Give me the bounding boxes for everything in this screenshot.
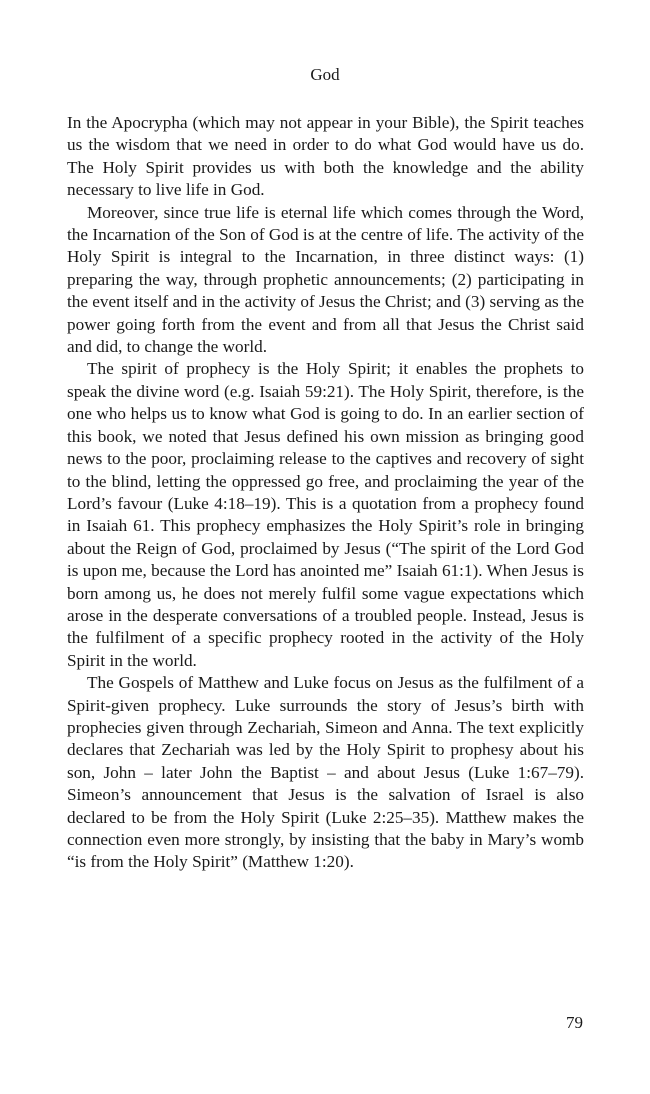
paragraph: The Gospels of Matthew and Luke focus on Jesus as the fulfilment of a Spirit-given prophecy. Luke surrounds the story of Jesus’s birth with prophecies given through Zechariah, Simeon and Anna. The text explicitly declares that Zechariah was led by the Holy Spirit to prophesy about his son, John – later John the Baptist – and about Jesus (Luke 1:67–79). Simeon’s announcement that Jesus is the salvation of Israel is also declared to be from the Holy Spirit (Luke 2:25–35). Matthew makes the connection even more strongly, by insisting that the baby in Mary’s womb “is from the Holy Spirit” (Matthew 1:20). [67,673,584,872]
body-text [67,112,584,874]
running-header: God [310,65,340,84]
paragraph: In the Apocrypha (which may not appear in your Bible), the Spirit teaches us the wisdom that we need in order to do what God would have us do. The Holy Spirit provides us with both the knowledge and the ability necessary to live life in God. [67,113,584,200]
paragraph: The spirit of prophecy is the Holy Spirit; it enables the prophets to speak the divine word (e.g. Isaiah 59:21). The Holy Spirit, therefore, is the one who helps us to know what God is going to do. In an earlier section of this book, we noted that Jesus defined his own mission as bringing good news to the poor, proclaiming release to the captives and recovery of sight to the blind, letting the oppressed go free, and proclaiming the year of the Lord’s favour (Luke 4:18–19). This is a quotation from a prophecy found in Isaiah 61. This prophecy emphasizes the Holy Spirit’s role in bringing about the Reign of God, proclaimed by Jesus (“The spirit of the Lord God is upon me, because the Lord has anointed me” Isaiah 61:1). When Jesus is born among us, he does not merely fulfil some vague expectations which arose in the desperate conversations of a troubled people. Instead, Jesus is the fulfilment of a specific prophecy rooted in the activity of the Holy Spirit in the world. [67,359,584,670]
paragraph: Moreover, since true life is eternal life which comes through the Word, the Incarnation of the Son of God is at the centre of life. The activity of the Holy Spirit is integral to the Incarnation, in three distinct ways: (1) preparing the way, through prophetic announcements; (2) participating in the event itself and in the activity of Jesus the Christ; and (3) serving as the power going forth from the event and from all that Jesus the Christ said and did, to change the world. [67,202,584,357]
page-number: 79 [566,1013,583,1032]
